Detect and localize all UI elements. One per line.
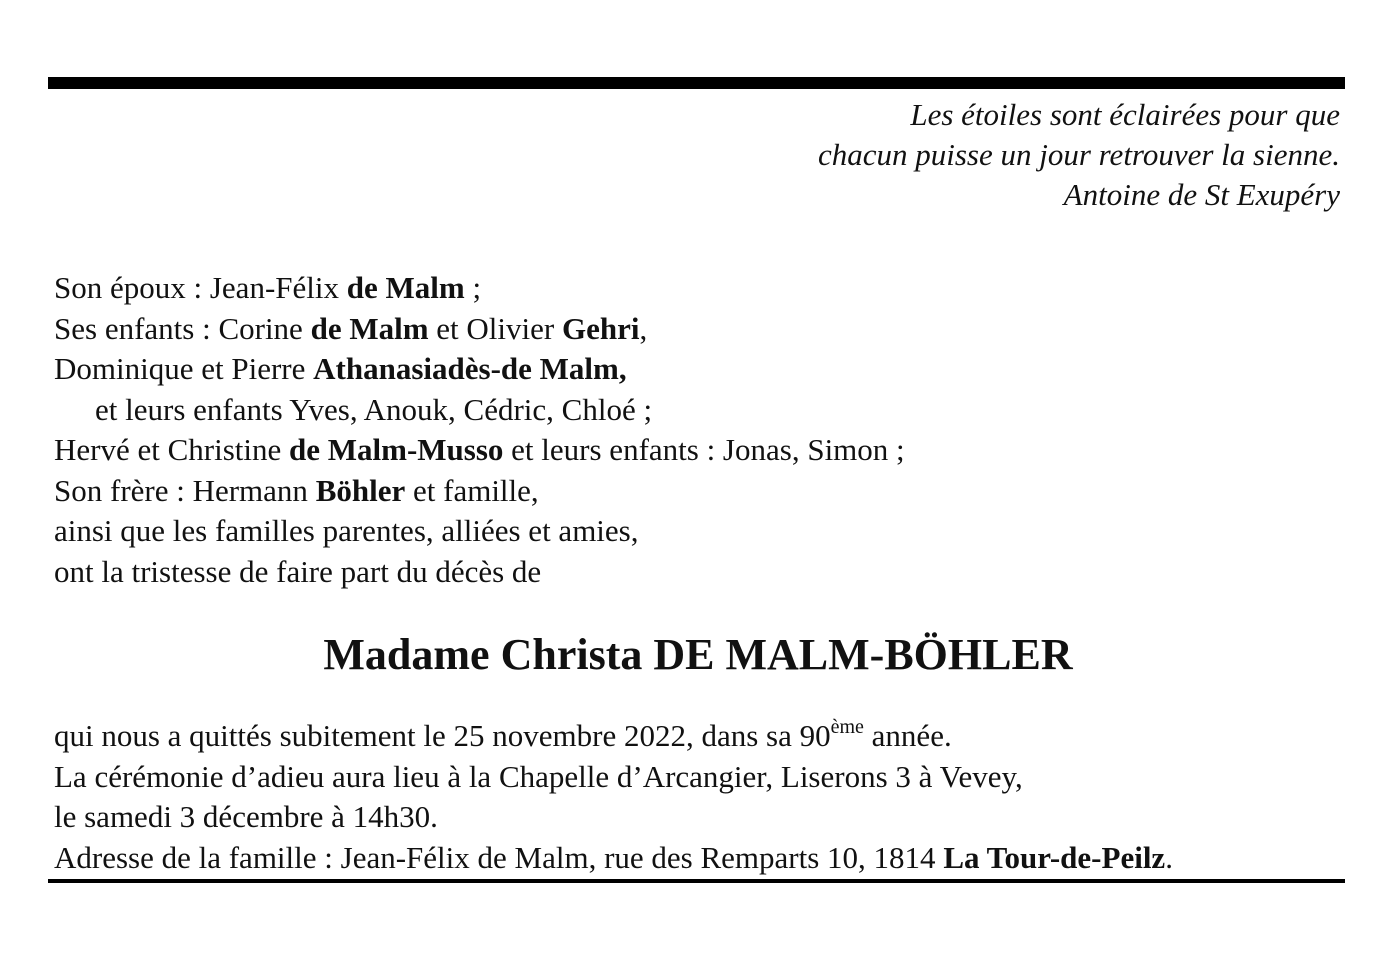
ceremony-line: La cérémonie d’adieu aura lieu à la Chapelle d’Arcangier, Liserons 3 à Vevey, xyxy=(54,758,1023,794)
child-3-line xyxy=(54,430,905,471)
children-punct: , xyxy=(639,310,648,346)
bottom-border-rule xyxy=(48,879,1345,883)
epigraph-author: Antoine de St Exupéry xyxy=(1063,177,1340,212)
child-3-text-2: et leurs enfants : Jonas, Simon ; xyxy=(503,432,905,467)
funeral-details xyxy=(54,716,1173,878)
address-punct: . xyxy=(1165,839,1173,875)
brother-text: Son frère : Hermann xyxy=(54,472,316,508)
announcement-line: ont la tristesse de faire part du décès de xyxy=(54,553,542,589)
spouse-line xyxy=(54,268,905,309)
address-town: La Tour-de-Peilz xyxy=(943,839,1166,875)
child-2-surname: Athanasiadès-de Malm, xyxy=(313,351,627,386)
death-date-line xyxy=(54,716,1173,757)
death-date-text-2: année. xyxy=(863,718,952,753)
ordinal-suffix: ème xyxy=(830,715,864,738)
top-border-rule xyxy=(48,77,1345,89)
partner-surname: Gehri xyxy=(561,310,640,346)
epigraph-line-2: chacun puisse un jour retrouver la sienne. xyxy=(817,137,1340,172)
spouse-surname: de Malm xyxy=(346,270,465,305)
epigraph-line-1: Les étoiles sont éclairées pour que xyxy=(910,97,1340,132)
brother-text-2: et famille, xyxy=(405,472,539,508)
spouse-punct: ; xyxy=(464,270,482,305)
brother-line xyxy=(54,471,905,512)
children-line xyxy=(54,309,905,350)
spouse-text: Son époux : Jean-Félix xyxy=(54,270,347,305)
family-announcement xyxy=(54,268,905,592)
child-3-text: Hervé et Christine xyxy=(54,432,290,467)
child-3-surname: de Malm-Musso xyxy=(289,432,504,467)
epigraph-quote xyxy=(818,95,1340,215)
deceased-name: Madame Christa DE MALM-BÖHLER xyxy=(323,630,1073,679)
address-text: Adresse de la famille : Jean-Félix de Malm, rue des Remparts 10, 1814 xyxy=(54,839,944,875)
brother-surname: Böhler xyxy=(315,472,406,508)
ceremony-date-line: le samedi 3 décembre à 14h30. xyxy=(54,799,438,834)
grandchildren-line: et leurs enfants Yves, Anouk, Cédric, Chloé ; xyxy=(95,391,653,427)
child-2-text: Dominique et Pierre xyxy=(54,351,314,386)
children-text-2: et Olivier xyxy=(428,310,562,346)
child-surname: de Malm xyxy=(310,310,429,346)
family-address-line xyxy=(54,838,1173,879)
relatives-line: ainsi que les familles parentes, alliées et amies, xyxy=(54,513,639,548)
child-2-line xyxy=(54,349,905,390)
death-date-text: qui nous a quittés subitement le 25 novembre 2022, dans sa 90 xyxy=(54,718,831,753)
children-text: Ses enfants : Corine xyxy=(54,310,311,346)
